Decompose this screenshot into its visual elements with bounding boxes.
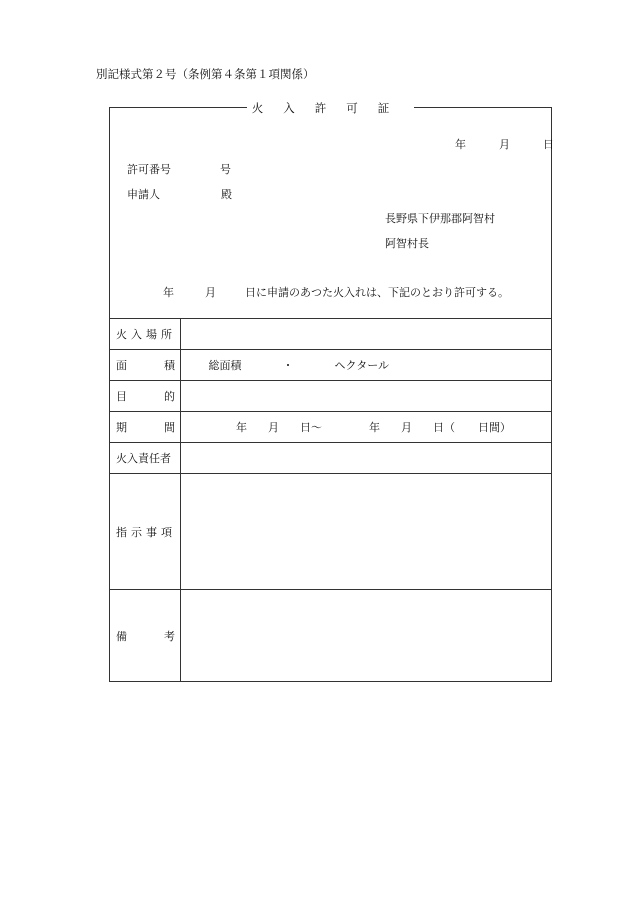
value-area — [180, 350, 551, 381]
permit-number-suffix: 号 — [220, 163, 231, 176]
value-purpose — [180, 381, 551, 412]
area-dot: ・ — [282, 359, 294, 372]
label-responsible: 火入責任者 — [116, 452, 171, 465]
row-period — [110, 412, 551, 443]
period-day1: 日～ — [300, 421, 322, 434]
label-period: 期間 — [116, 421, 212, 434]
permit-frame — [109, 101, 554, 682]
row-instructions — [110, 474, 551, 590]
period-month2: 月 — [401, 421, 412, 434]
permit-statement — [163, 284, 509, 300]
issue-month: 月 — [499, 138, 510, 151]
issue-day: 日 — [543, 138, 554, 151]
form-reference: 別記様式第２号（条例第４条第１項関係） — [96, 67, 315, 81]
permit-title: 火入許可証 — [247, 100, 415, 116]
permit-number-label: 許可番号 — [127, 163, 171, 176]
area-prefix: 総面積 — [208, 359, 242, 372]
row-remarks — [110, 590, 551, 682]
value-responsible — [180, 443, 551, 474]
permit-details-table — [110, 318, 551, 682]
period-year1: 年 — [236, 421, 247, 434]
issuer-title: 阿智村長 — [385, 237, 429, 250]
label-remarks: 備考 — [116, 629, 212, 643]
issue-year: 年 — [455, 138, 466, 151]
label-purpose: 目的 — [116, 390, 212, 403]
applicant-label: 申請人 — [127, 188, 160, 201]
value-remarks — [180, 590, 551, 682]
period-days: 日間） — [478, 421, 511, 434]
row-area — [110, 350, 551, 381]
value-period — [180, 412, 551, 443]
permit-number — [127, 161, 231, 177]
area-unit: ヘクタール — [334, 359, 390, 372]
issue-date — [455, 136, 554, 152]
statement-text: 日に申請のあつた火入れは、下記のとおり許可する。 — [245, 286, 509, 299]
row-place — [110, 319, 551, 350]
period-year2: 年 — [369, 421, 380, 434]
issuer-address: 長野県下伊那郡阿智村 — [385, 212, 495, 225]
period-day2: 日（ — [433, 421, 455, 434]
certificate-header — [110, 108, 554, 318]
label-place: 火入場所 — [116, 328, 176, 341]
applicant-honorific: 殿 — [221, 188, 232, 201]
applicant — [127, 186, 232, 202]
label-instructions: 指示事項 — [116, 525, 176, 539]
value-instructions — [180, 474, 551, 590]
label-area-text: 面積 — [116, 359, 212, 372]
row-purpose — [110, 381, 551, 412]
label-area — [116, 357, 212, 373]
statement-month: 月 — [205, 286, 216, 299]
period-month1: 月 — [268, 421, 279, 434]
row-responsible — [110, 443, 551, 474]
value-place — [180, 319, 551, 350]
statement-year: 年 — [163, 286, 174, 299]
